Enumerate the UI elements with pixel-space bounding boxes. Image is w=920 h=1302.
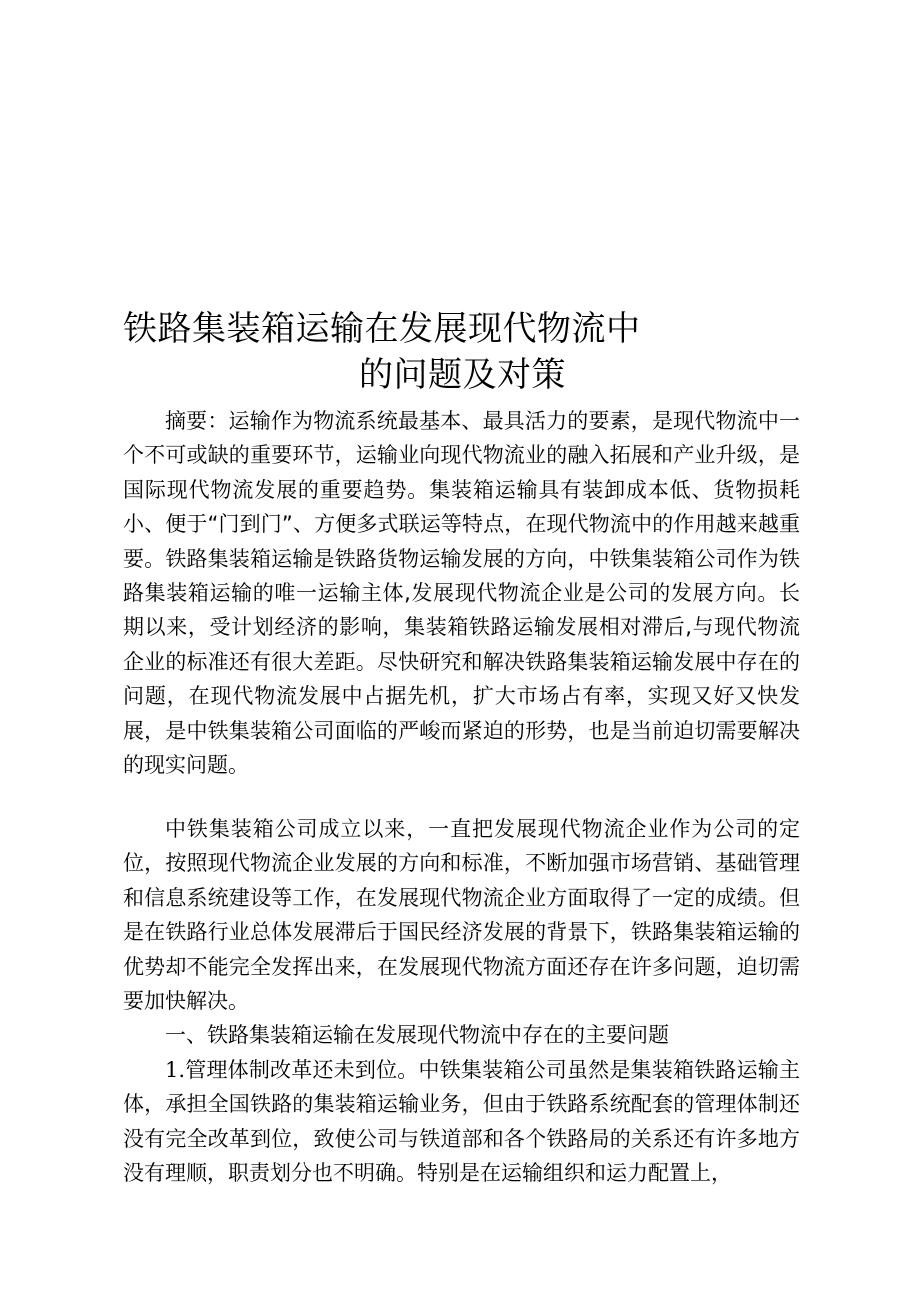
body-text: [123, 812, 800, 1190]
point-1-paragraph: 1.管理体制改革还未到位。中铁集装箱公司虽然是集装箱铁路运输主体，承担全国铁路的集装箱运输业务，但由于铁路系统配套的管理体制还没有完全改革到位，致使公司与铁道部和各个铁路局的关系还有许多地方没有理顺，职责划分也不明确。特别是在运输组织和运力配置上，: [123, 1057, 800, 1186]
document-title: [123, 306, 803, 398]
section-heading: 一、铁路集装箱运输在发展现代物流中存在的主要问题: [165, 1023, 669, 1048]
intro-paragraph: 中铁集装箱公司成立以来，一直把发展现代物流企业作为公司的定位，按照现代物流企业发展的方向和标准，不断加强市场营销、基础管理和信息系统建设等工作，在发展现代物流企业方面取得了一定的成绩。但是在铁路行业总体发展滞后于国民经济发展的背景下，铁路集装箱运输的优势却不能完全发挥出来，在发展现代物流方面还存在许多问题，迫切需要加快解决。: [123, 817, 800, 1014]
title-line-2: 的问题及对策: [359, 355, 566, 395]
abstract-paragraph: 摘要：运输作为物流系统最基本、最具活力的要素，是现代物流中一个不可或缺的重要环节，运输业向现代物流业的融入拓展和产业升级，是国际现代物流发展的重要趋势。集装箱运输具有装卸成本低、货物损耗小、便于“门到门”、方便多式联运等特点，在现代物流中的作用越来越重要。铁路集装箱运输是铁路货物运输发展的方向，中铁集装箱公司作为铁路集装箱运输的唯一运输主体,发展现代物流企业是公司的发展方向。长期以来，受计划经济的影响，集装箱铁路运输发展相对滞后,与现代物流企业的标准还有很大差距。尽快研究和解决铁路集装箱运输发展中存在的问题，在现代物流发展中占据先机，扩大市场占有率，实现又好又快发展，是中铁集装箱公司面临的严峻而紧迫的形势，也是当前迫切需要解决的现实问题。: [123, 409, 800, 778]
title-line-1: 铁路集装箱运输在发展现代物流中: [123, 309, 641, 349]
